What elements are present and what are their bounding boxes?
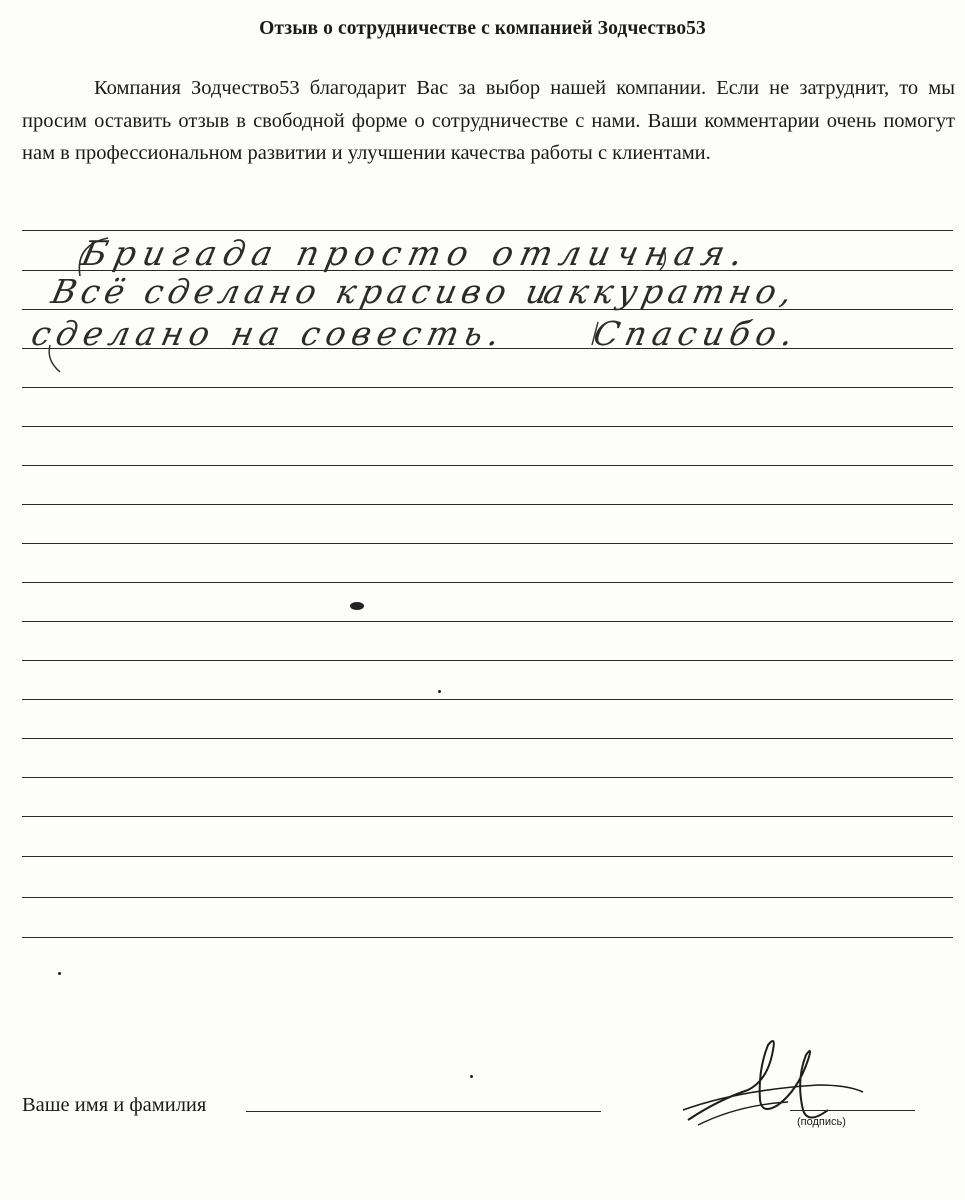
scan-speck — [470, 1075, 473, 1078]
ruled-line — [22, 582, 953, 583]
handwritten-line-1: Бригада просто отличная. — [78, 234, 754, 274]
handwritten-line-2a: Всё сделано красиво и — [48, 272, 557, 311]
intro-paragraph: Компания Зодчество53 благодарит Вас за выбор нашей компании. Если не затруднит, то мы просим оставить отзыв в свободной форме о сотрудничестве с нами. Ваши комментарии очень помогут нам в профессиональном развитии и улучшении качества работы с клиентами. — [22, 77, 955, 164]
handwritten-line-2b: аккуратно, — [540, 272, 801, 311]
name-field-line — [246, 1111, 601, 1112]
ruled-line — [22, 543, 953, 544]
ruled-line — [22, 426, 953, 427]
scan-speck — [58, 972, 61, 975]
signature — [678, 1030, 878, 1130]
ruled-line — [22, 230, 953, 231]
ruled-line — [22, 937, 953, 938]
handwritten-line-3a: сделано на совесть. — [28, 314, 510, 353]
ruled-line — [22, 660, 953, 661]
ruled-line — [22, 348, 953, 349]
ruled-line — [22, 387, 953, 388]
ruled-line — [22, 504, 953, 505]
ruled-line — [22, 465, 953, 466]
ruled-line — [22, 856, 953, 857]
handwriting-strokes — [0, 0, 965, 400]
scan-speck — [350, 602, 364, 610]
handwritten-line-3b: Спасибо. — [590, 314, 803, 353]
name-label: Ваше имя и фамилия — [22, 1094, 207, 1116]
ruled-line — [22, 897, 953, 898]
signature-line — [790, 1110, 915, 1111]
ruled-line — [22, 699, 953, 700]
signature-caption: (подпись) — [797, 1116, 846, 1128]
ruled-line — [22, 777, 953, 778]
scan-speck — [438, 690, 441, 693]
document-title: Отзыв о сотрудничестве с компанией Зодчество53 — [259, 18, 706, 39]
ruled-line — [22, 816, 953, 817]
ruled-line — [22, 270, 953, 271]
ruled-line — [22, 309, 953, 310]
ruled-line — [22, 621, 953, 622]
ruled-line — [22, 738, 953, 739]
